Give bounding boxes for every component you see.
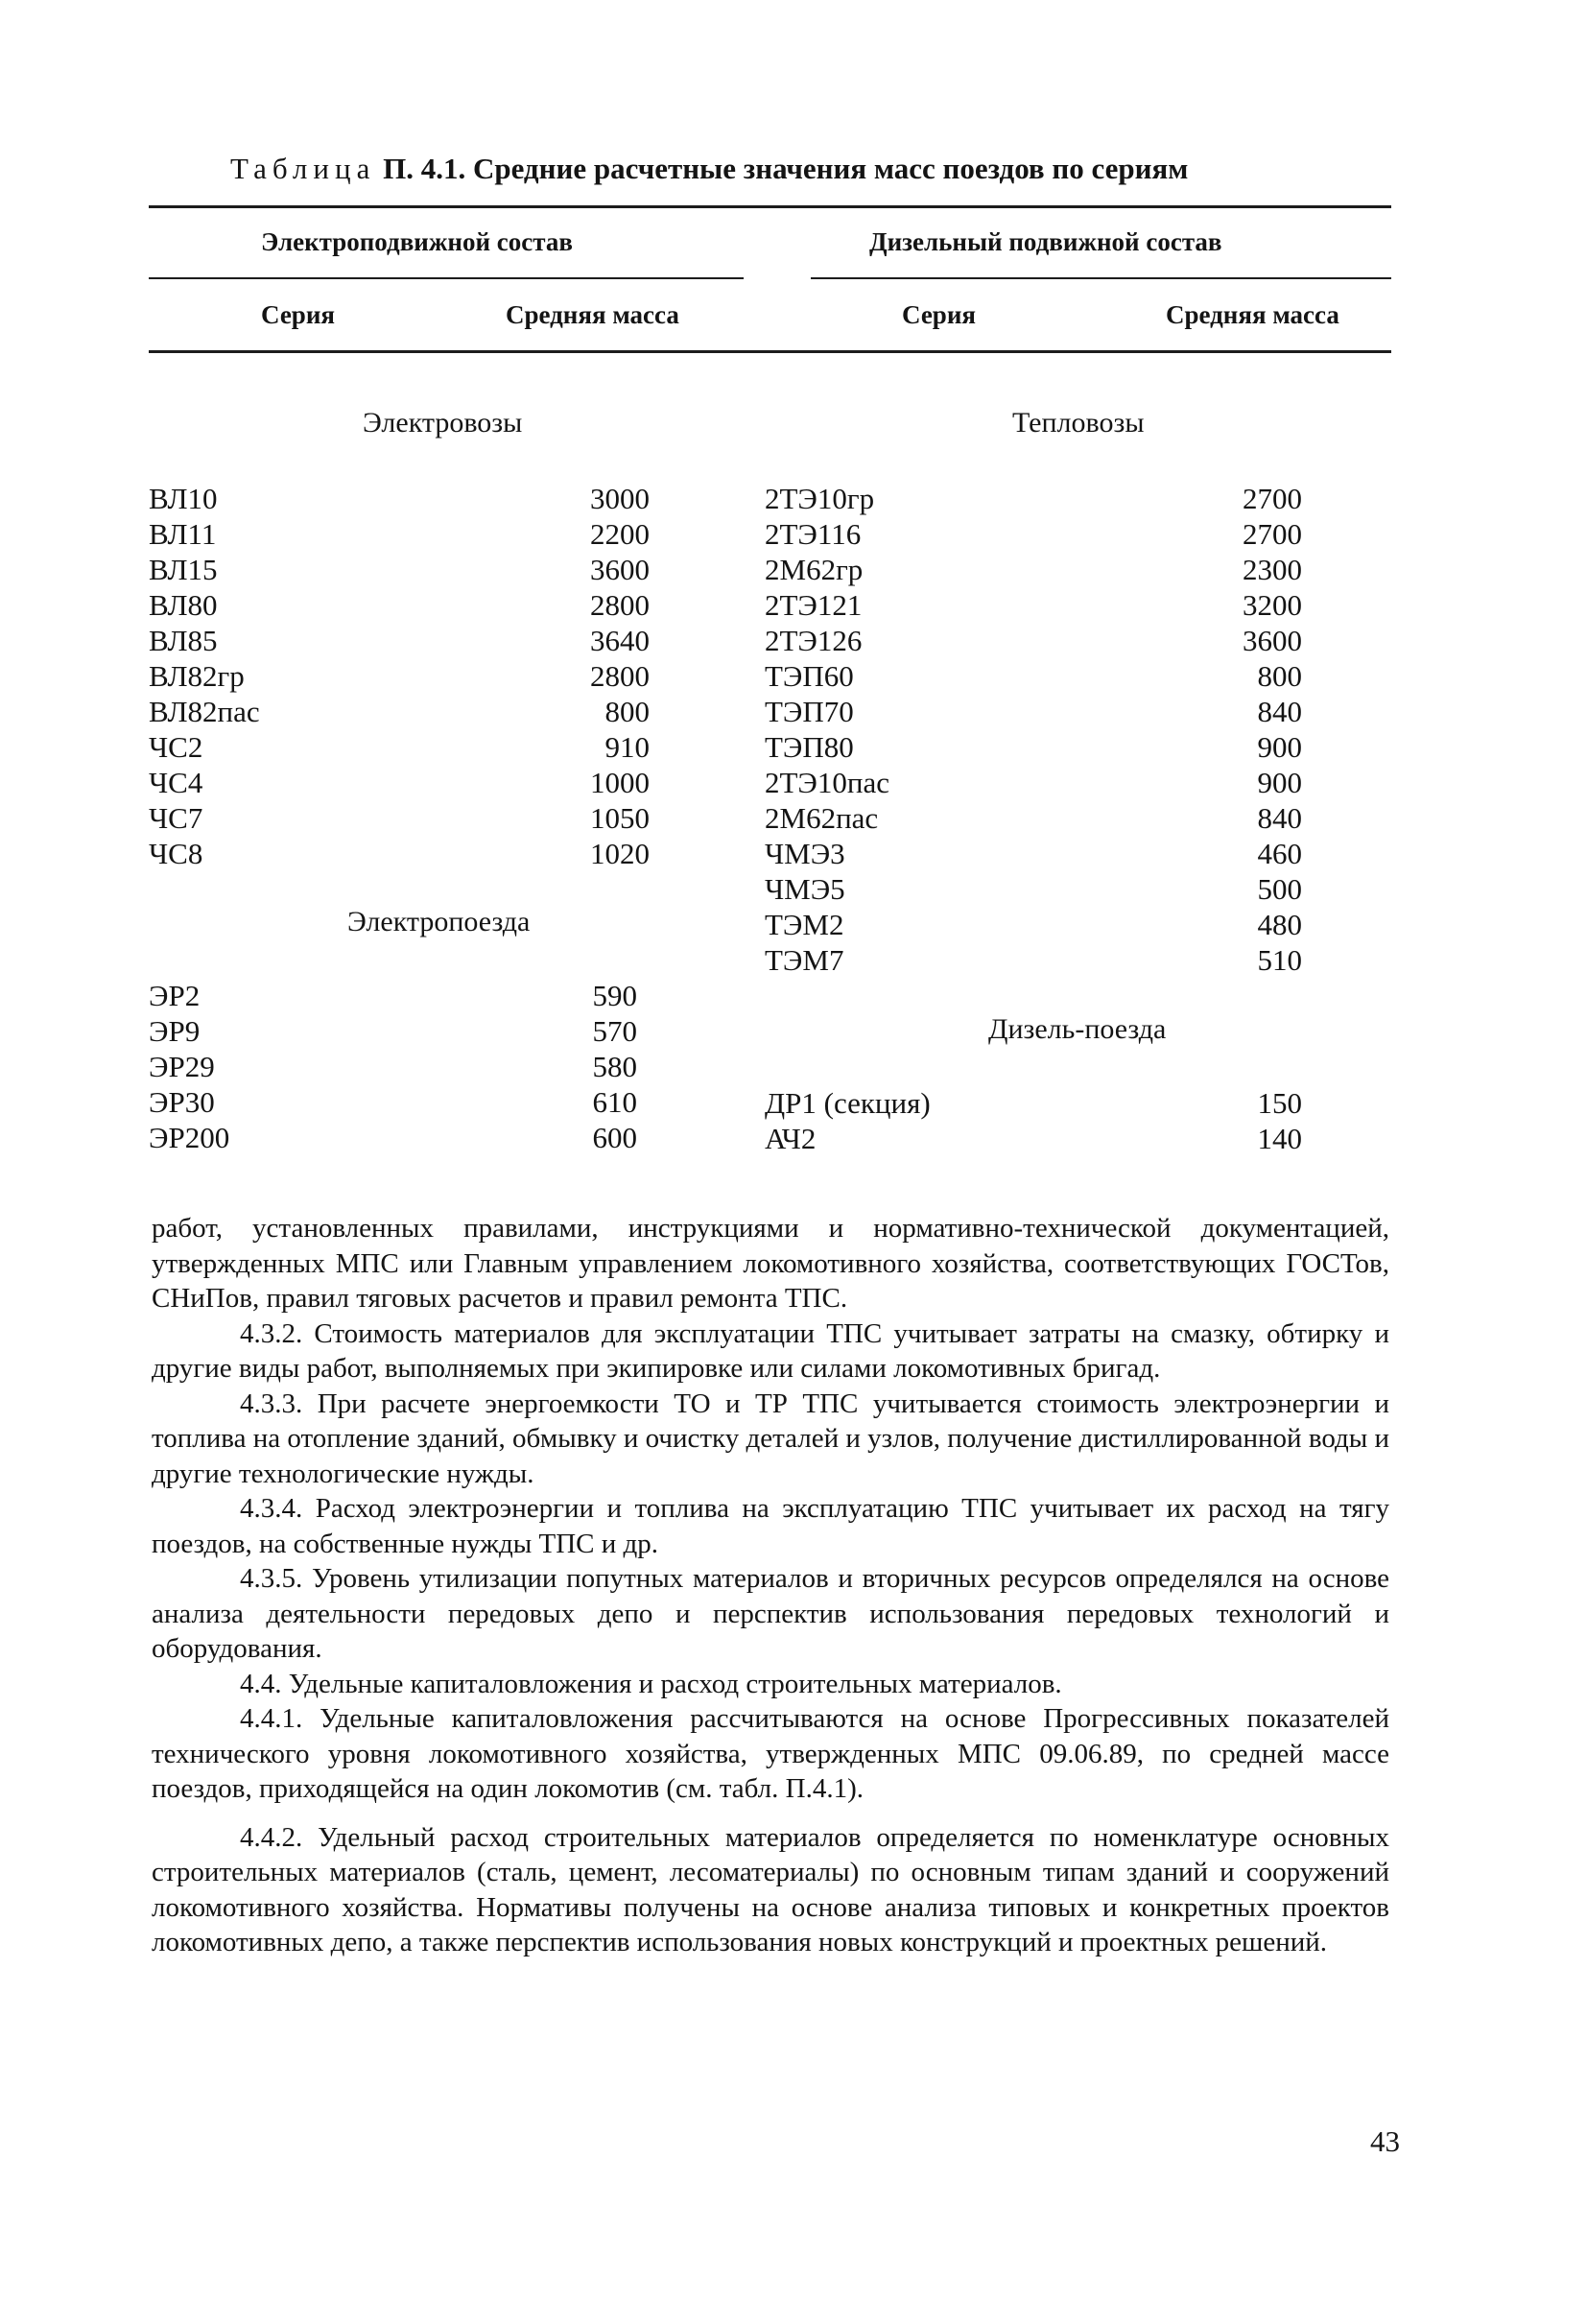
mass-cell: 3000 xyxy=(590,482,650,515)
table-row xyxy=(149,978,637,1013)
table-row xyxy=(149,1049,637,1084)
mass-cell: 800 xyxy=(1257,659,1302,693)
table-row xyxy=(149,481,650,516)
series-cell: ЧМЭ5 xyxy=(765,872,845,906)
table-row xyxy=(765,1085,1302,1121)
section-title-diesel-locomotives: Тепловозы xyxy=(1012,407,1145,439)
series-cell: ЧС7 xyxy=(149,801,203,835)
mass-cell: 3600 xyxy=(1243,624,1302,657)
mass-cell: 600 xyxy=(592,1121,637,1154)
mass-cell: 1000 xyxy=(590,766,650,799)
table-row xyxy=(149,1120,637,1155)
mass-cell: 2700 xyxy=(1243,482,1302,515)
table-row xyxy=(765,907,1302,942)
header-bottom-rule xyxy=(149,350,1391,353)
series-cell: ЭР30 xyxy=(149,1085,215,1119)
table-row xyxy=(149,1013,637,1049)
series-cell: ВЛ10 xyxy=(149,482,218,515)
table-row xyxy=(149,587,650,623)
table-row xyxy=(765,729,1302,765)
series-cell: ТЭМ2 xyxy=(765,908,844,941)
diesel-locomotives-list xyxy=(765,481,1302,978)
paragraph: 4.4. Удельные капиталовложения и расход строительных материалов. xyxy=(240,1668,1062,1699)
series-cell: ВЛ82гр xyxy=(149,659,245,693)
table-row xyxy=(149,623,650,658)
table-row xyxy=(765,942,1302,978)
mass-cell: 590 xyxy=(592,979,637,1012)
diesel-trains-list xyxy=(765,1085,1302,1156)
table-top-rule xyxy=(149,205,1391,208)
table-row xyxy=(149,516,650,552)
mass-cell: 3600 xyxy=(590,553,650,586)
series-cell: ВЛ82пас xyxy=(149,695,260,728)
table-row xyxy=(765,552,1302,587)
series-cell: ЭР2 xyxy=(149,979,201,1012)
series-cell: ТЭП70 xyxy=(765,695,854,728)
mass-cell: 570 xyxy=(592,1014,637,1048)
table-caption-label: Таблица xyxy=(230,152,376,185)
table-caption xyxy=(230,152,1188,186)
series-cell: ВЛ11 xyxy=(149,517,217,551)
col-header-series-right: Серия xyxy=(902,300,976,329)
table-row xyxy=(765,694,1302,729)
paragraph: 4.3.3. При расчете энергоемкости ТО и ТР ТПС учитывается стоимость электроэнергии и топлива на отопление зданий, обмывку и очистку деталей и узлов, получение дистиллированной воды и другие технологические нужды. xyxy=(152,1387,1389,1489)
series-cell: 2ТЭ10пас xyxy=(765,766,890,799)
series-cell: ВЛ15 xyxy=(149,553,218,586)
table-row xyxy=(149,658,650,694)
table-caption-text: П. 4.1. Средние расчетные значения масс поездов по сериям xyxy=(383,152,1189,185)
series-cell: 2М62пас xyxy=(765,801,879,835)
mass-cell: 2200 xyxy=(590,517,650,551)
mass-cell: 2800 xyxy=(590,588,650,622)
mass-cell: 150 xyxy=(1257,1086,1302,1120)
mass-cell: 910 xyxy=(604,730,650,764)
table-row xyxy=(765,658,1302,694)
electric-locomotives-list xyxy=(149,481,650,871)
table-row xyxy=(149,1084,637,1120)
mass-cell: 2800 xyxy=(590,659,650,693)
series-cell: 2ТЭ121 xyxy=(765,588,863,622)
table-row xyxy=(149,836,650,871)
mass-cell: 900 xyxy=(1257,730,1302,764)
series-cell: 2М62гр xyxy=(765,553,864,586)
series-cell: ВЛ80 xyxy=(149,588,218,622)
table-row xyxy=(765,516,1302,552)
col-header-series-left: Серия xyxy=(261,300,335,329)
series-cell: 2ТЭ116 xyxy=(765,517,862,551)
series-cell: ЧС4 xyxy=(149,766,203,799)
mass-cell: 460 xyxy=(1257,837,1302,870)
series-cell: 2ТЭ126 xyxy=(765,624,863,657)
series-cell: ЧС2 xyxy=(149,730,203,764)
mass-cell: 2700 xyxy=(1243,517,1302,551)
section-title-diesel-trains: Дизель-поезда xyxy=(988,1013,1167,1045)
series-cell: ДР1 (секция) xyxy=(765,1086,931,1120)
mass-cell: 610 xyxy=(592,1085,637,1119)
paragraph: работ, установленных правилами, инструкциями и нормативно-технической документацией, утвержденных МПС или Главным управлением локомотивного хозяйства, соответствующих ГОСТов, СНиПов, правил тяговых расчетов и правил ремонта ТПС. xyxy=(152,1213,1389,1314)
series-cell: ТЭП80 xyxy=(765,730,854,764)
mass-cell: 3640 xyxy=(590,624,650,657)
mass-cell: 3200 xyxy=(1243,588,1302,622)
table-row xyxy=(765,1121,1302,1156)
page-number: 43 xyxy=(1370,2124,1400,2158)
mass-cell: 480 xyxy=(1257,908,1302,941)
mass-cell: 500 xyxy=(1257,872,1302,906)
paragraph: 4.3.5. Уровень утилизации попутных материалов и вторичных ресурсов определялся на основе анализа деятельности передовых депо и перспектив использования передовых технологий и оборудования. xyxy=(152,1563,1389,1664)
paragraph: 4.3.4. Расход электроэнергии и топлива на эксплуатацию ТПС учитывает их расход на тягу поездов, на собственные нужды ТПС и др. xyxy=(152,1493,1389,1559)
paragraph: 4.4.1. Удельные капиталовложения рассчитываются на основе Прогрессивных показателей технического уровня локомотивного хозяйства, утвержденных МПС 09.06.89, по средней массе поездов, приходящейся на один локомотив (см. табл. П.4.1). xyxy=(152,1703,1389,1804)
table-row xyxy=(765,800,1302,836)
mass-cell: 580 xyxy=(592,1050,637,1083)
mass-cell: 900 xyxy=(1257,766,1302,799)
series-cell: ЭР9 xyxy=(149,1014,201,1048)
paragraph: 4.4.2. Удельный расход строительных материалов определяется по номенклатуре основных строительных материалов (сталь, цемент, лесоматериалы) по основным типам зданий и сооружений локомотивного хозяйства. Нормативы получены на основе анализа типовых и конкретных проектов локомотивных депо, а также перспектив использования новых конструкций и проектных решений. xyxy=(152,1821,1389,1957)
table-row xyxy=(765,623,1302,658)
table-row xyxy=(765,836,1302,871)
group-header-diesel: Дизельный подвижной состав xyxy=(869,227,1222,256)
col-header-mass-right: Средняя масса xyxy=(1166,300,1339,329)
table-row xyxy=(765,871,1302,907)
series-cell: ЧМЭ3 xyxy=(765,837,845,870)
col-header-mass-left: Средняя масса xyxy=(506,300,679,329)
electric-trains-list xyxy=(149,978,637,1155)
series-cell: 2ТЭ10гр xyxy=(765,482,875,515)
group-rule-left xyxy=(149,277,744,279)
table-row xyxy=(765,587,1302,623)
mass-cell: 2300 xyxy=(1243,553,1302,586)
table-row xyxy=(149,729,650,765)
body-text xyxy=(152,1211,1389,1960)
series-cell: ТЭМ7 xyxy=(765,943,844,977)
table-row xyxy=(765,481,1302,516)
table-row xyxy=(149,765,650,800)
paragraph: 4.3.2. Стоимость материалов для эксплуатации ТПС учитывает затраты на смазку, обтирку и другие виды работ, выполняемых при экипировке или силами локомотивных бригад. xyxy=(152,1317,1389,1384)
group-rule-right xyxy=(811,277,1391,279)
series-cell: ТЭП60 xyxy=(765,659,854,693)
mass-cell: 840 xyxy=(1257,801,1302,835)
section-title-electric-trains: Электропоезда xyxy=(347,906,531,937)
table-row xyxy=(765,765,1302,800)
section-title-electric-locomotives: Электровозы xyxy=(363,407,523,439)
mass-cell: 840 xyxy=(1257,695,1302,728)
table-row xyxy=(149,800,650,836)
mass-cell: 140 xyxy=(1257,1122,1302,1155)
mass-cell: 510 xyxy=(1257,943,1302,977)
table-row xyxy=(149,694,650,729)
mass-cell: 1020 xyxy=(590,837,650,870)
series-cell: ЭР29 xyxy=(149,1050,215,1083)
series-cell: АЧ2 xyxy=(765,1122,817,1155)
series-cell: ВЛ85 xyxy=(149,624,218,657)
table-row xyxy=(149,552,650,587)
series-cell: ЭР200 xyxy=(149,1121,230,1154)
mass-cell: 1050 xyxy=(590,801,650,835)
group-header-electric: Электроподвижной состав xyxy=(261,227,573,256)
mass-cell: 800 xyxy=(604,695,650,728)
series-cell: ЧС8 xyxy=(149,837,203,870)
